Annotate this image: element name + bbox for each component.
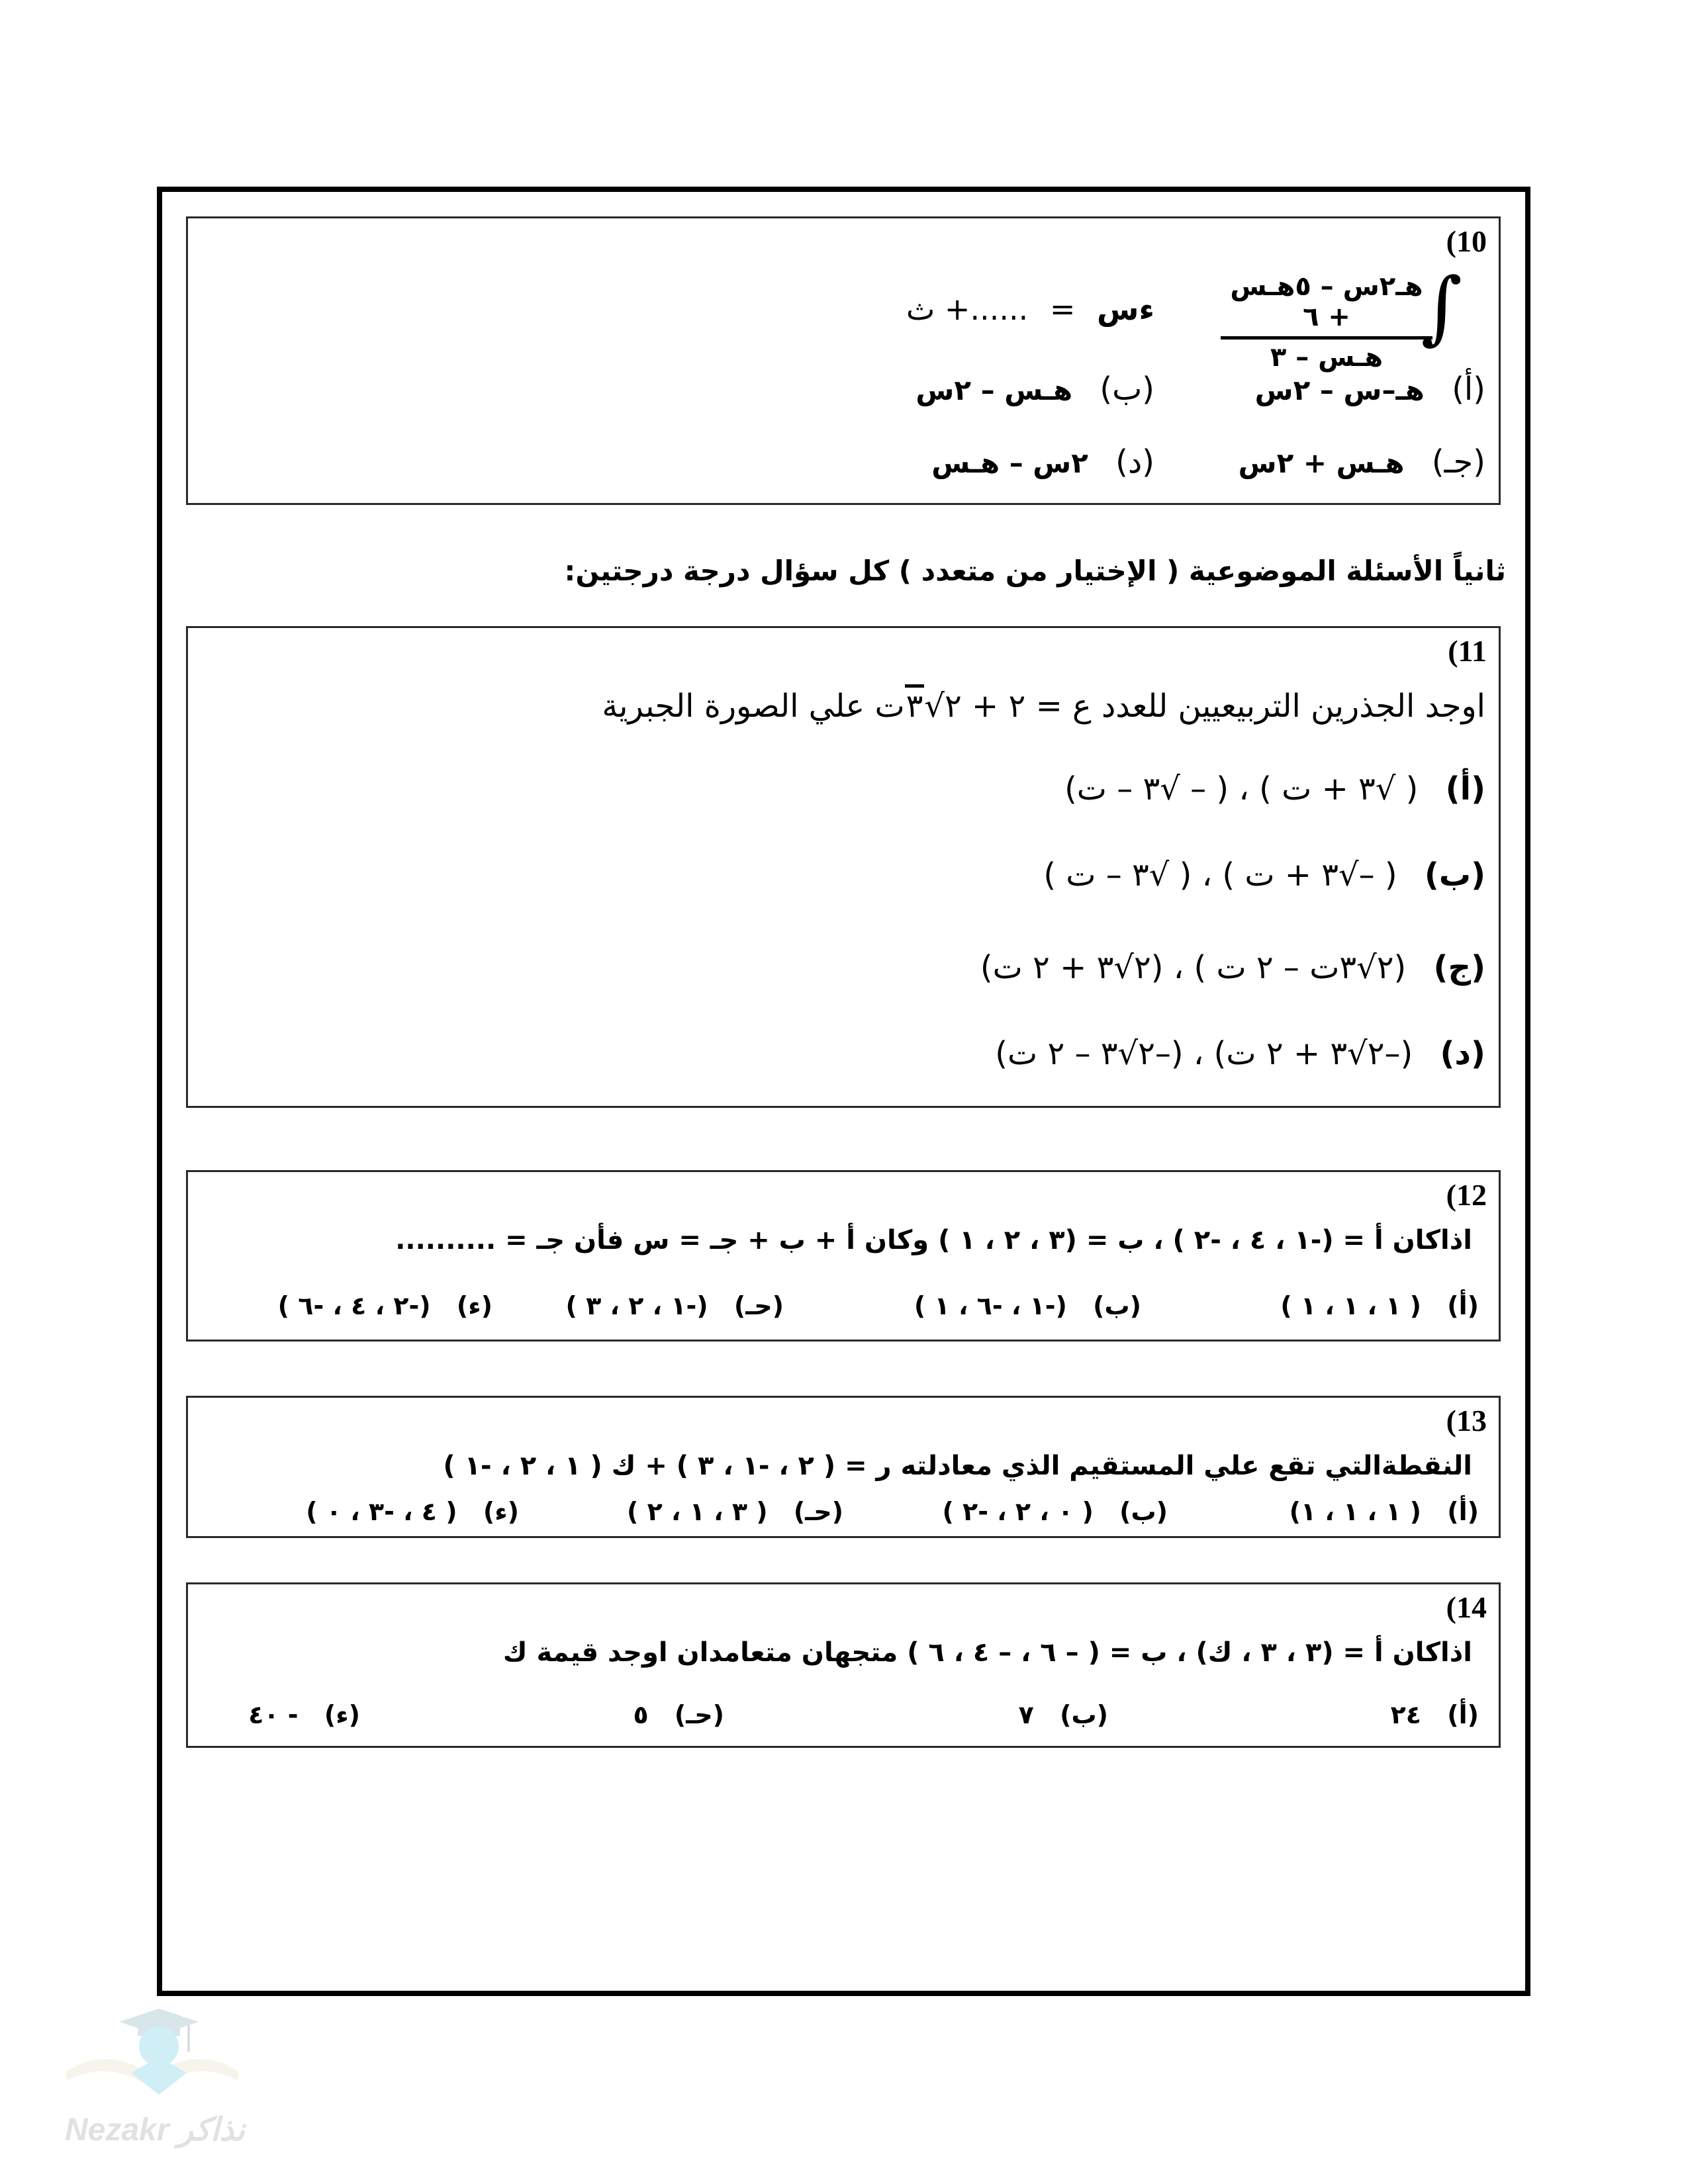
option-label: (د) xyxy=(1440,1035,1485,1072)
option-label: (حـ) xyxy=(733,1291,784,1320)
question-number: (14 xyxy=(1446,1590,1487,1624)
option-c[interactable] xyxy=(980,949,1485,986)
option-value: (٢√٣ت – ٢ ت ) ، (٢√٣ + ٢ ت) xyxy=(980,949,1407,986)
question-number: (12 xyxy=(1446,1178,1487,1212)
option-value: (-١ ، ٢ ، ٣ ) xyxy=(565,1291,708,1320)
question-stem: اذاكان أ = (-١ ، ٤ ، -٢ ) ، ب = (٣ ، ٢ ، ١ ) وكان أ + ب + جـ = س فأن جـ = .......... xyxy=(395,1225,1472,1255)
option-b[interactable] xyxy=(942,1497,1168,1526)
question-10-box xyxy=(186,216,1501,505)
option-c[interactable] xyxy=(627,1497,843,1526)
option-label: (أ) xyxy=(1447,1291,1479,1320)
watermark-logo xyxy=(53,1999,252,2148)
question-11-box xyxy=(186,626,1501,1108)
option-value: هـس – ٢س xyxy=(915,374,1073,406)
integrand-fraction xyxy=(1221,271,1432,373)
integral-expression xyxy=(188,261,1499,373)
integrand-numerator: هـ٢س – ٥هـس + ٦ xyxy=(1221,271,1432,340)
option-value: ( √٣ + ت ) ، ( – √٣ – ت) xyxy=(1064,770,1419,807)
option-label: (ب) xyxy=(1100,371,1154,408)
option-label: (أ) xyxy=(1445,770,1485,807)
question-number: (13 xyxy=(1446,1404,1487,1437)
question-number: (11 xyxy=(1448,634,1487,668)
option-value: ( ٤ ، -٣ ، ٠ ) xyxy=(306,1497,457,1526)
option-value: - ٤٠ xyxy=(248,1700,299,1729)
option-a[interactable] xyxy=(1391,1700,1479,1729)
watermark-text: Nezakr نذاكر xyxy=(65,2113,245,2148)
option-value: هـس + ٢س xyxy=(1238,447,1405,479)
option-label: (ب) xyxy=(1424,856,1485,893)
option-d[interactable] xyxy=(995,1035,1485,1072)
option-value: ٥ xyxy=(633,1700,649,1729)
option-value: ( ٣ ، ١ ، ٢ ) xyxy=(627,1497,768,1526)
question-stem: النقطةالتي تقع علي المستقيم الذي معادلته ر = ( ٢ ، -١ ، ٣ ) + ك ( ١ ، ٢ ، -١ ) xyxy=(443,1451,1472,1481)
option-label: (ج) xyxy=(1433,949,1485,986)
option-a[interactable] xyxy=(1064,770,1485,807)
section-title: ثانياً الأسئلة الموضوعية ( الإختيار من متعدد ) كل سؤال درجة درجتين: xyxy=(564,555,1506,587)
question-14-box xyxy=(186,1582,1501,1748)
option-value: ( –√٣ + ت ) ، ( √٣ – ت ) xyxy=(1043,856,1397,893)
answer-blank: ......+ ث xyxy=(906,291,1029,327)
option-c[interactable] xyxy=(633,1700,724,1729)
option-label: (ب) xyxy=(1093,1291,1141,1320)
option-value: (-١ ، -٦ ، ١ ) xyxy=(914,1291,1067,1320)
option-label: (حـ) xyxy=(793,1497,843,1526)
option-value: ( ١ ، ١ ، ١ ) xyxy=(1280,1291,1421,1320)
equals-sign: = xyxy=(1049,291,1076,327)
option-b[interactable] xyxy=(1043,856,1485,893)
option-label: (ء) xyxy=(483,1497,519,1526)
stem-prefix: اوجد الجذرين التربيعيين للعدد ع = ٢ + ٢ xyxy=(945,688,1485,725)
option-label: (أ) xyxy=(1447,1700,1479,1729)
option-b[interactable] xyxy=(1019,1700,1108,1729)
question-12-box xyxy=(186,1170,1501,1342)
option-label: (ء) xyxy=(324,1700,360,1729)
option-value: ( ١ ، ١ ، ١) xyxy=(1289,1497,1421,1526)
question-number: (10 xyxy=(1446,224,1487,258)
option-value: (–٢√٣ + ٢ ت) ، (–٢√٣ – ٢ ت) xyxy=(995,1035,1413,1072)
question-13-box xyxy=(186,1396,1501,1538)
option-value: ٢٤ xyxy=(1390,1700,1421,1729)
option-c[interactable] xyxy=(1239,443,1485,480)
question-stem: اذاكان أ = (٣ ، ٣ ، ك) ، ب = ( – ٦ ، – ٤ ، ٦ ) متجهان متعامدان اوجد قيمة ك xyxy=(502,1637,1472,1668)
option-a[interactable] xyxy=(1280,1291,1479,1320)
option-value: ( ٠ ، ٢ ، -٢ ) xyxy=(942,1497,1094,1526)
option-a[interactable] xyxy=(1255,371,1485,408)
radicand: ٣ xyxy=(905,684,925,725)
option-label: (جـ) xyxy=(1431,443,1485,480)
option-label: (ب) xyxy=(1119,1497,1168,1526)
option-label: (د) xyxy=(1115,443,1154,480)
stem-suffix: ت علي الصورة الجبرية xyxy=(602,688,905,725)
option-value: ٧ xyxy=(1018,1700,1034,1729)
option-b[interactable] xyxy=(914,1291,1141,1320)
option-d[interactable] xyxy=(278,1291,492,1320)
option-d[interactable] xyxy=(306,1497,519,1526)
option-value: (-٢ ، ٤ ، -٦ ) xyxy=(277,1291,431,1320)
option-d[interactable] xyxy=(931,443,1154,480)
integrand-denominator: هـس – ٣ xyxy=(1270,342,1383,373)
integral-icon: ∫ xyxy=(1421,261,1462,353)
integral-rhs xyxy=(906,291,1154,327)
graduate-book-logo-icon xyxy=(53,1999,252,2111)
differential: ءس xyxy=(1097,291,1154,327)
option-label: (أ) xyxy=(1447,1497,1479,1526)
option-a[interactable] xyxy=(1289,1497,1479,1526)
option-label: (ء) xyxy=(456,1291,492,1320)
option-d[interactable] xyxy=(248,1700,360,1729)
option-label: (ب) xyxy=(1060,1700,1108,1729)
option-label: (أ) xyxy=(1452,371,1485,408)
option-c[interactable] xyxy=(565,1291,784,1320)
option-label: (حـ) xyxy=(674,1700,724,1729)
option-value: هـ–س – ٢س xyxy=(1254,374,1425,406)
option-b[interactable] xyxy=(915,371,1154,408)
question-stem xyxy=(602,688,1485,725)
sqrt-icon: √٣ xyxy=(905,688,945,725)
option-value: ٢س – هـس xyxy=(931,447,1088,479)
